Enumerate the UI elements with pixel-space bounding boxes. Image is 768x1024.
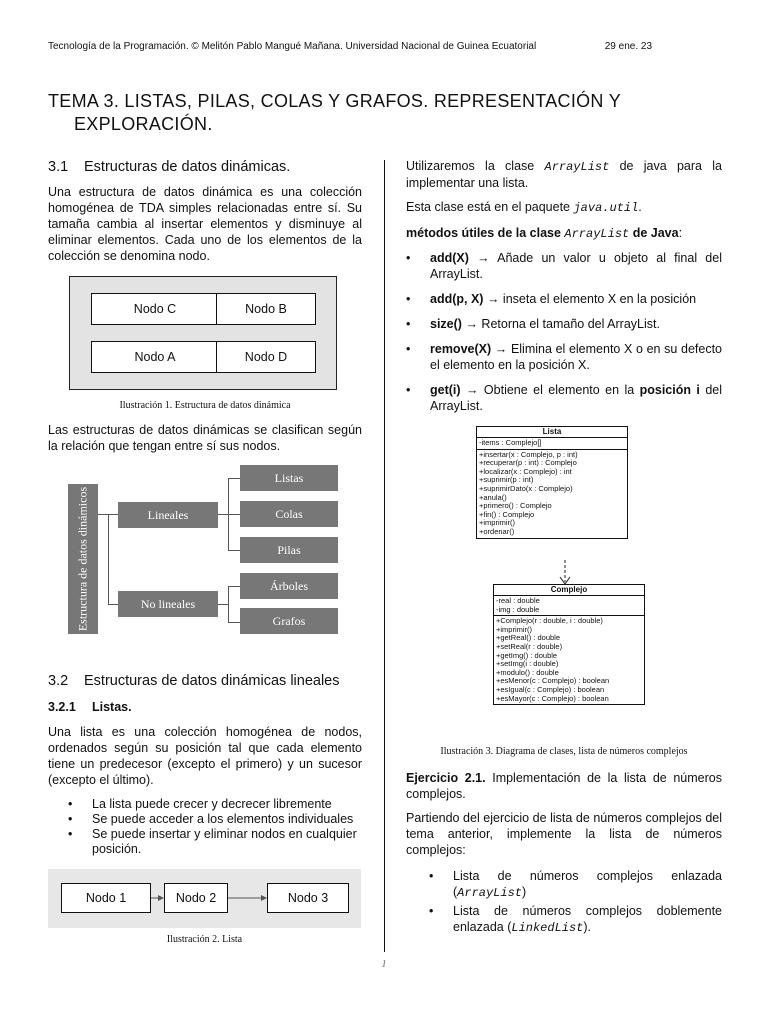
classification-tree [68,464,340,636]
bullet-icon: • [406,383,411,397]
method-item: • remove(X) → Elimina el elemento X o en su defecto el elemento en la posición X. [406,342,722,372]
subsection-title: Listas. [92,700,132,714]
tree-leaf-pilas: Pilas [240,537,338,563]
section-3-2-1-heading [48,699,362,715]
tree-connector [228,586,240,587]
method-item: • size() → Retorna el tamaño del ArrayList. [406,317,660,331]
exercise-label: Ejercicio 2.1. [406,771,486,785]
arrow-icon: → [486,292,500,306]
list-item: • Se puede insertar y eliminar nodos en cualquier posición. [68,827,357,856]
node-box: Nodo B [216,293,316,325]
header-date: 29 ene. 23 [604,41,652,52]
bullet-icon: • [68,812,73,826]
bullet-icon: • [68,827,73,841]
node-box: Nodo A [91,341,219,373]
figure-list [48,869,361,928]
list-node: Nodo 1 [61,883,151,913]
header-text: Tecnología de la Programación. © Melitón Pablo Mangué Mañana. Universidad Nacional de Guinea Ecuatorial [48,41,537,52]
arrow-icon: → [477,251,490,265]
method-item: • get(i) → Obtiene el elemento en la posición i del ArrayList. [406,383,723,413]
tree-connector [228,514,240,515]
right-paragraph-2: Esta clase está en el paquete java.util. [406,200,642,215]
tree-connector [228,586,229,622]
figure-2-caption: Ilustración 2. Lista [166,934,243,945]
page-header [48,41,728,52]
section-number: 3.2 [48,673,69,689]
section-title: Estructuras de datos dinámicas. [84,159,291,175]
tree-connector [228,622,240,623]
uml-attributes: -real : double -img : double [494,596,644,616]
right-paragraph-1: Utilizaremos la clase ArrayList de java para la implementar una lista. [406,159,722,190]
bullet-icon: • [406,292,411,306]
chapter-title [48,90,728,136]
uml-attributes: -items : Complejo[] [477,438,627,450]
figure-3-caption: Ilustración 3. Diagrama de clases, lista de números complejos [440,746,688,757]
tree-leaf-arboles: Árboles [240,573,338,599]
section-3-1-paragraph-2: Las estructuras de datos dinámicas se clasifican según la relación que tengan entre sí sus nodos. [48,423,362,453]
method-item: • add(X) → Añade un valor u objeto al final del ArrayList. [406,251,722,281]
bullet-icon: • [429,869,434,883]
node-box: Nodo D [216,341,316,373]
bullet-icon: • [429,904,434,918]
tree-connector [108,604,118,605]
tree-node-no-lineales: No lineales [118,591,218,617]
tree-connector [98,514,108,515]
uml-class-lista [476,426,628,539]
bullet-icon: • [68,797,73,811]
column-separator [384,160,385,952]
uml-operations: +Complejo(r : double, i : double) +imprimir() +getReal() : double +setReal(r : double) +getImg() : double +setImg(i : double) +modulo() : double +esMenor(c : Complejo) : boolean +esIgual(c : Complejo) : boolean +esMayor(c : Complejo) : boolean [496,616,610,703]
list-item: • Lista de números complejos enlazada (ArrayList) [429,869,722,900]
list-node: Nodo 2 [164,883,228,913]
tree-connector [108,514,109,604]
section-3-2-paragraph: Una lista es una colección homogénea de nodos, ordenados según su posición tal que cada elemento tiene un predecesor (excepto el primero) y un sucesor (excepto el último). [48,725,362,787]
list-properties [68,797,362,857]
figure-dynamic-structure [69,276,337,390]
tree-leaf-listas: Listas [240,465,338,491]
arrow-icon: → [465,317,478,331]
section-number: 3.1 [48,159,69,175]
list-item: • Lista de números complejos doblemente enlazada (LinkedList). [429,904,722,935]
section-3-1-heading [48,159,362,175]
exercise-list [429,868,722,936]
code-arraylist: ArrayList [544,160,610,174]
subsection-number: 3.2.1 [48,700,76,714]
section-3-2-heading [48,673,362,689]
node-box: Nodo C [91,293,219,325]
chapter-title-line1: TEMA 3. LISTAS, PILAS, COLAS Y GRAFOS. REPRESENTACIÓN Y [48,91,622,111]
list-item: • La lista puede crecer y decrecer libremente [68,797,332,811]
section-3-1-paragraph: Una estructura de datos dinámica es una colección homogénea de TDA simples relacionadas entre sí. Su tamaña cambia al insertar elementos y disminuye al eliminar elementos. Cada uno de los elementos de la colección se denomina nodo. [48,185,362,263]
list-node: Nodo 3 [267,883,349,913]
method-item: • add(p, X) → inseta el elemento X en la posición [406,292,697,306]
tree-leaf-colas: Colas [240,501,338,527]
chapter-title-line2: EXPLORACIÓN. [74,114,213,134]
bullet-icon: • [406,342,411,356]
arrow-icon: → [466,383,479,397]
bullet-icon: • [406,317,411,331]
uml-class-complejo [493,584,645,705]
exercise-paragraph: Ejercicio 2.1. Implementación de la lista de números complejos. [406,771,722,801]
figure-1-caption: Ilustración 1. Estructura de datos dinámica [119,400,291,411]
uml-class-name: Lista [477,427,627,438]
page-number: 1 [381,958,387,970]
tree-node-lineales: Lineales [118,502,218,528]
tree-connector [228,550,240,551]
right-methods-heading: métodos útiles de la clase ArrayList de Java: [406,226,683,241]
list-arrows [48,869,361,928]
tree-connector [218,604,228,605]
code-java-util: java.util [573,201,639,215]
uml-class-name: Complejo [494,585,644,596]
uml-operations: +insertar(x : Complejo, p : int) +recuperar(p : int) : Complejo +localizar(x : Complejo) : int +suprimir(p : int) +suprimirDato(x : Complejo) +anula() +primero() : Complejo +fin() : Complejo +imprimir() +ordenar() [479,449,578,536]
uml-dependency-arrow [555,560,575,586]
tree-connector [228,478,240,479]
right-paragraph-4: Partiendo del ejercicio de lista de números complejos del tema anterior, implemente la lista de números complejos: [406,811,722,857]
tree-leaf-grafos: Grafos [240,608,338,634]
code-arraylist: ArrayList [564,227,630,241]
methods-list [406,250,723,414]
tree-root-label: Estructura de datos dinámicos [75,486,90,632]
arrow-icon: → [494,342,508,356]
tree-root [68,484,98,634]
section-title: Estructuras de datos dinámicas lineales [84,673,340,689]
tree-connector [108,514,118,515]
bullet-icon: • [406,251,411,265]
list-item: • Se puede acceder a los elementos individuales [68,812,354,826]
tree-connector [218,514,228,515]
